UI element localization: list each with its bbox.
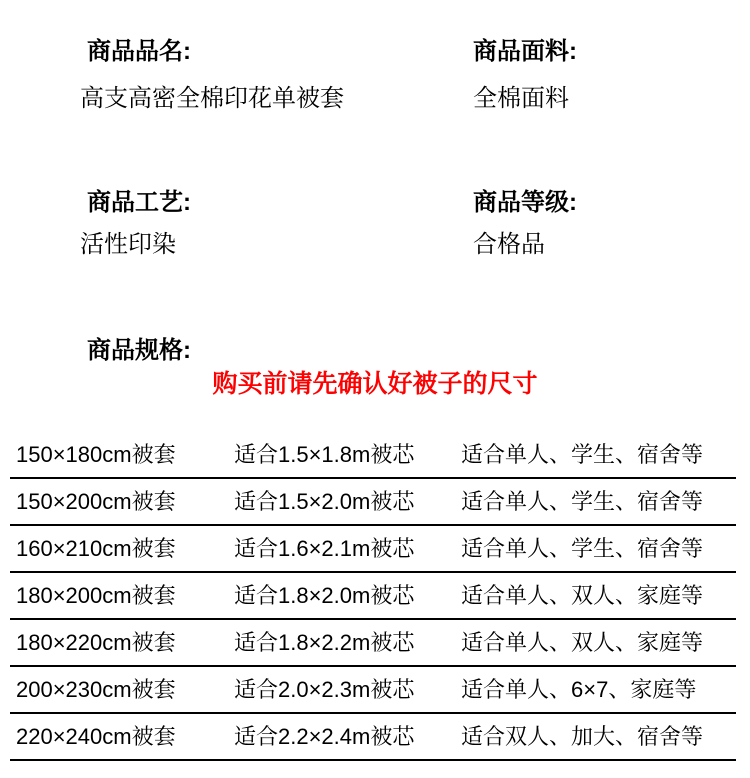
table-row <box>10 573 736 620</box>
fits-cell: 适合1.6×2.1m被芯 <box>234 535 415 561</box>
craft-value: 活性印染 <box>80 231 176 258</box>
fits-cell: 适合1.8×2.0m被芯 <box>234 582 415 608</box>
product-name-label: 商品品名: <box>87 38 191 65</box>
spec-label: 商品规格: <box>87 337 191 364</box>
size-cell: 200×230cm被套 <box>16 676 176 702</box>
fits-cell: 适合2.2×2.4m被芯 <box>234 723 415 749</box>
fits-cell: 适合1.5×2.0m被芯 <box>234 488 415 514</box>
size-table <box>10 432 736 761</box>
grade-label: 商品等级: <box>473 189 577 216</box>
size-cell: 150×200cm被套 <box>16 488 176 514</box>
craft-label: 商品工艺: <box>87 189 191 216</box>
usage-cell: 适合单人、双人、家庭等 <box>461 629 704 655</box>
fabric-value: 全棉面料 <box>473 85 569 112</box>
fits-cell: 适合1.5×1.8m被芯 <box>234 441 415 467</box>
usage-cell: 适合单人、学生、宿舍等 <box>461 441 704 467</box>
table-row <box>10 714 736 761</box>
table-row <box>10 667 736 714</box>
table-row <box>10 479 736 526</box>
size-cell: 220×240cm被套 <box>16 723 176 749</box>
size-cell: 180×220cm被套 <box>16 629 176 655</box>
fits-cell: 适合1.8×2.2m被芯 <box>234 629 415 655</box>
size-cell: 150×180cm被套 <box>16 441 176 467</box>
fabric-label: 商品面料: <box>473 38 577 65</box>
usage-cell: 适合单人、6×7、家庭等 <box>461 676 697 702</box>
fits-cell: 适合2.0×2.3m被芯 <box>234 676 415 702</box>
usage-cell: 适合单人、学生、宿舍等 <box>461 535 704 561</box>
size-cell: 180×200cm被套 <box>16 582 176 608</box>
table-row <box>10 432 736 479</box>
size-warning-text: 购买前请先确认好被子的尺寸 <box>212 370 538 398</box>
product-name-value: 高支高密全棉印花单被套 <box>80 85 344 112</box>
usage-cell: 适合单人、学生、宿舍等 <box>461 488 704 514</box>
table-row <box>10 526 736 573</box>
usage-cell: 适合单人、双人、家庭等 <box>461 582 704 608</box>
table-row <box>10 620 736 667</box>
grade-value: 合格品 <box>473 231 545 258</box>
size-cell: 160×210cm被套 <box>16 535 176 561</box>
usage-cell: 适合双人、加大、宿舍等 <box>461 723 704 749</box>
